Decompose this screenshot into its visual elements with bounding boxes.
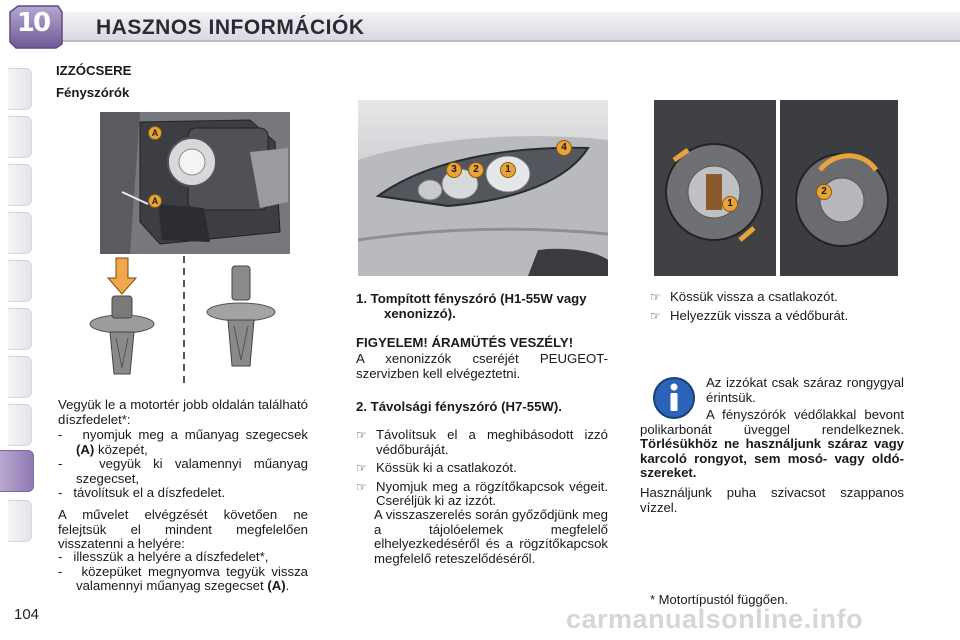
col3-bullets	[650, 290, 910, 323]
chapter-tab[interactable]	[8, 356, 32, 398]
marker-1: 1	[722, 196, 738, 212]
footnote: * Motortípustól függően.	[650, 592, 789, 607]
marker-2: 2	[816, 184, 832, 200]
chapter-tab[interactable]	[8, 260, 32, 302]
step-intro: Vegyük le a motortér jobb oldalán található díszfedelet*:	[58, 397, 308, 427]
marker-1: 1	[500, 162, 516, 178]
chapter-tab-strip	[0, 58, 40, 578]
chapter-tab[interactable]	[8, 212, 32, 254]
col2-bullets	[356, 428, 608, 509]
list-item: - nyomjuk meg a műanyag szegecsek (A) közepét,	[58, 427, 308, 457]
chapter-tab[interactable]	[8, 68, 32, 110]
item-1: 1. Tompított fényszóró (H1-55W vagy xenonizzó).	[356, 291, 587, 321]
rivet-diagram	[60, 256, 310, 386]
chapter-tab[interactable]	[8, 164, 32, 206]
list-item: ☞ Nyomjuk meg a rögzítőkapcsok végeit. Cseréljük ki az izzót.	[356, 480, 608, 509]
section-title: IZZÓCSERE	[56, 63, 132, 78]
restore-list	[58, 550, 308, 594]
list-item: - közepüket megnyomva tegyük vissza valamennyi műanyag szegecset (A).	[58, 563, 309, 594]
headlamp-front-image	[358, 100, 608, 276]
step-list	[58, 428, 308, 501]
reassembly-note: A visszaszerelés során győződjünk meg a tájolóelemek megfelelő elhelyezkedéséről és a rögzítőkapcsok megfelelő reteszelődéséről.	[374, 507, 608, 566]
list-item: ☞ Helyezzük vissza a védőburát.	[650, 309, 910, 324]
chapter-tab[interactable]	[8, 308, 32, 350]
info-text-1: Az izzókat csak száraz rongygyal érintsük.	[706, 375, 904, 405]
marker-4: 4	[556, 140, 572, 156]
warning-text: A xenonizzók cseréjét PEUGEOT-szervizben kell elvégeztetni.	[356, 351, 608, 381]
chapter-tab-active[interactable]	[0, 450, 34, 492]
list-item: ☞ Kössük ki a csatlakozót.	[356, 461, 608, 476]
chapter-tab[interactable]	[8, 116, 32, 158]
info-text-3: Használjunk puha szivacsot szappanos vízzel.	[640, 485, 904, 515]
callout-a-marker: A	[148, 194, 162, 208]
engine-bay-image	[100, 112, 290, 254]
list-item: - vegyük ki valamennyi műanyag szegecset,	[58, 456, 308, 486]
marker-3: 3	[446, 162, 462, 178]
headlamp-rear-image-1	[654, 100, 776, 276]
list-item: - távolítsuk el a díszfedelet.	[58, 485, 226, 501]
warning-title: FIGYELEM! ÁRAMÜTÉS VESZÉLY!	[356, 335, 574, 350]
chapter-number: 10	[16, 8, 50, 38]
headlamp-rear-image-2	[780, 100, 898, 276]
chapter-tab[interactable]	[8, 404, 32, 446]
subsection-title: Fényszórók	[56, 85, 130, 100]
list-item: - illesszük a helyére a díszfedelet*,	[58, 549, 269, 564]
marker-2: 2	[468, 162, 484, 178]
info-text-2: A fényszórók védőlakkal bevont polikarbonát üveggel rendelkeznek. Törlésükhöz ne használjunk száraz vagy karcoló rongyot, sem mosó- vagy oldószereket.	[640, 407, 904, 481]
chapter-tab[interactable]	[8, 500, 32, 542]
info-box	[640, 368, 910, 538]
page-number: 104	[14, 606, 40, 623]
page-title: HASZNOS INFORMÁCIÓK	[96, 16, 365, 39]
watermark: carmanualsonline.info	[566, 604, 864, 634]
page-header	[0, 0, 960, 56]
list-item: ☞ Kössük vissza a csatlakozót.	[650, 290, 910, 305]
restore-intro: A művelet elvégzését követően ne felejtsük el mindent megfelelően visszatenni a helyére:	[58, 507, 308, 552]
list-item: ☞ Távolítsuk el a meghibásodott izzó védőburáját.	[356, 428, 608, 457]
item-2: 2. Távolsági fényszóró (H7-55W).	[356, 399, 562, 414]
callout-a-marker: A	[148, 126, 162, 140]
